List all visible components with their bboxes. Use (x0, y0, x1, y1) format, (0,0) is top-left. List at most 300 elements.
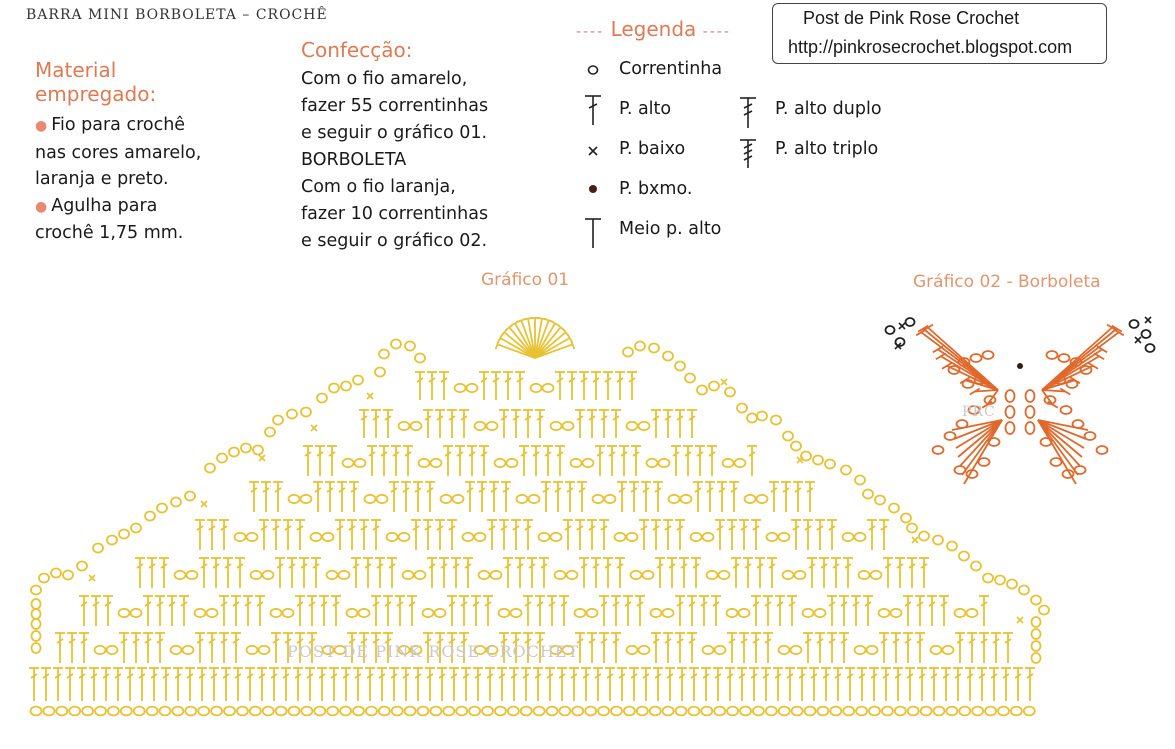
dc-stitch (185, 668, 195, 701)
dc-stitch (221, 668, 231, 701)
dc-stitch (207, 633, 217, 663)
chain-stitch (63, 571, 73, 580)
chain-stitch (551, 422, 562, 430)
dc-stitch (347, 520, 357, 550)
dc-stitch (465, 482, 475, 512)
dc-stitch (235, 558, 245, 588)
dc-stitch (257, 668, 267, 701)
chain-stitch (703, 646, 714, 654)
dc-stitch (447, 410, 457, 438)
butterfly-stitch (970, 389, 998, 395)
material-text: Fio para crochê (51, 115, 186, 135)
dc-stitch (675, 520, 685, 550)
dc-stitch (79, 596, 89, 626)
dc-stitch (113, 668, 123, 701)
chain-stitch (757, 495, 768, 503)
chain-stitch (229, 448, 239, 457)
chain-stitch (195, 609, 206, 617)
dc-stitch (451, 558, 461, 588)
chain-stitch (957, 420, 968, 428)
dc-stitch (273, 482, 283, 512)
chain-stitch (157, 504, 167, 513)
dc-stitch (255, 596, 265, 626)
chain-stitch (985, 707, 996, 716)
dc-stitch (653, 482, 663, 512)
chain-stitch (207, 609, 218, 617)
dc-stitch (101, 668, 111, 701)
chain-stitch (469, 707, 480, 716)
dc-stitch (459, 596, 469, 626)
dc-stitch (641, 668, 651, 701)
sc-stitch (311, 425, 317, 431)
chain-stitch (1051, 458, 1062, 466)
chain-stitch (555, 571, 566, 579)
chain-stitch (1061, 406, 1072, 414)
dc-stitch (599, 633, 609, 663)
dc-stitch (387, 558, 397, 588)
dc-stitch (299, 558, 309, 588)
chain-stitch (187, 571, 198, 579)
dc-stitch (595, 446, 605, 476)
chain-stitch (719, 571, 730, 579)
dc-stitch (815, 520, 825, 550)
dc-stitch (335, 520, 345, 550)
chain-stitch (955, 466, 966, 474)
dc-stitch (941, 668, 951, 701)
dc-stitch (603, 558, 613, 588)
chain-stitch (947, 542, 957, 551)
chain-stitch (160, 707, 171, 716)
dc-stitch (483, 596, 493, 626)
chain-stitch (205, 464, 215, 473)
dc-stitch (511, 520, 521, 550)
chain-stitch (521, 707, 532, 716)
chain-stitch (559, 707, 570, 716)
chain-stitch (611, 707, 622, 716)
chain-stitch (945, 432, 956, 440)
chain-stitch (534, 707, 545, 716)
dc-stitch (675, 596, 685, 626)
dc-stitch (827, 520, 837, 550)
dc-stitch (575, 520, 585, 550)
chain-stitch (1011, 707, 1022, 716)
dc-stitch (953, 668, 963, 701)
dc-stitch (489, 482, 499, 512)
dc-stitch (567, 372, 577, 400)
chain-stitch (801, 452, 811, 461)
page-title: BARRA MINI BORBOLETA – CROCHÊ (26, 7, 328, 23)
chain-stitch (891, 609, 902, 617)
dc-stitch (587, 520, 597, 550)
chain-stitch (491, 571, 502, 579)
chain-stitch (418, 707, 429, 716)
chain-stitch (567, 571, 578, 579)
dc-stitch (303, 446, 313, 476)
dc-stitch (29, 668, 39, 701)
dc-stitch (365, 668, 375, 701)
chain-stitch (39, 574, 49, 583)
chain-stitch (171, 646, 182, 654)
dc-stitch (503, 558, 513, 588)
chain-stitch (119, 609, 130, 617)
chain-stitch (998, 707, 1009, 716)
chain-stitch (379, 350, 389, 359)
dc-stitch (919, 558, 929, 588)
chain-stitch (463, 533, 474, 541)
chain-stitch (431, 459, 442, 467)
dc-stitch (781, 482, 791, 512)
dc-stitch (821, 668, 831, 701)
chain-stitch (1006, 390, 1015, 402)
chain-stitch (247, 533, 258, 541)
chain-stitch (263, 571, 274, 579)
chain-stitch (329, 384, 339, 393)
dc-stitch (711, 596, 721, 626)
chain-stitch (415, 571, 426, 579)
chain-stitch (443, 707, 454, 716)
chain-stitch (955, 609, 966, 617)
chain-stitch (675, 362, 685, 371)
chain-stitch (271, 609, 282, 617)
chain-stitch (411, 422, 422, 430)
dc-stitch (315, 446, 325, 476)
sc-stitch (259, 455, 265, 461)
dc-stitch (651, 410, 661, 438)
dc-stitch (603, 372, 613, 400)
dc-stitch (147, 558, 157, 588)
dc-stitch (687, 633, 697, 663)
chain-stitch (979, 458, 990, 466)
chain-stitch (815, 609, 826, 617)
chain-stitch (649, 344, 659, 353)
chain-stitch (419, 459, 430, 467)
butterfly-stitch (964, 420, 1002, 484)
chain-stitch (379, 707, 390, 716)
chain-stitch (455, 384, 466, 392)
chain-stitch (989, 438, 1000, 446)
chain-stitch (637, 707, 648, 716)
dc-stitch (695, 446, 705, 476)
dc-stitch (611, 410, 621, 438)
chain-stitch (1026, 422, 1035, 434)
dc-stitch (209, 668, 219, 701)
chain-stitch (701, 707, 712, 716)
dc-stitch (427, 558, 437, 588)
dc-stitch (283, 520, 293, 550)
chain-stitch (31, 586, 41, 595)
dc-stitch (737, 668, 747, 701)
dc-stitch (577, 482, 587, 512)
confeccao-line: Com o fio laranja, (301, 177, 456, 197)
chain-stitch (830, 707, 841, 716)
chart1-title: Gráfico 01 (481, 270, 570, 290)
legend-label: P. alto duplo (775, 99, 882, 119)
chain-stitch (479, 571, 490, 579)
chain-stitch (681, 495, 692, 503)
sc-stitch (1017, 617, 1023, 623)
dc-stitch (555, 372, 565, 400)
dc-stitch (895, 558, 905, 588)
chain-stitch (879, 609, 890, 617)
dc-stitch (89, 668, 99, 701)
chain-stitch (735, 459, 746, 467)
chain-stitch (714, 707, 725, 716)
dc-stitch (839, 633, 849, 663)
chain-stitch (895, 707, 906, 716)
legend-label: P. bxmo. (619, 179, 693, 199)
dc-stitch (259, 520, 269, 550)
chain-stitch (327, 571, 338, 579)
chain-stitch (651, 609, 662, 617)
chain-stitch (934, 707, 945, 716)
chain-stitch (507, 459, 518, 467)
chain-stitch (185, 492, 195, 501)
dc-stitch (791, 520, 801, 550)
dc-stitch (211, 558, 221, 588)
chain-stitch (1142, 330, 1151, 338)
dc-stitch (471, 596, 481, 626)
dc-stitch (587, 410, 597, 438)
chain-stitch (571, 459, 582, 467)
dc-stitch (763, 596, 773, 626)
dc-stitch (281, 668, 291, 701)
chain-stitch (1032, 617, 1041, 627)
dc-stitch (591, 372, 601, 400)
dc-stitch (479, 372, 489, 400)
chain-stitch (825, 460, 835, 469)
dc-stitch (965, 668, 975, 701)
dc-stitch (627, 372, 637, 400)
chain-stitch (415, 354, 425, 363)
dc-stitch (833, 668, 843, 701)
chain-stitch (1047, 351, 1058, 359)
dc-stitch (41, 668, 51, 701)
dc-stitch (359, 520, 369, 550)
dc-stitch (611, 633, 621, 663)
dc-stitch (545, 668, 555, 701)
dc-stitch (503, 372, 513, 400)
dc-stitch (689, 668, 699, 701)
chain-stitch (237, 707, 248, 716)
chain-stitch (475, 422, 486, 430)
chain-stitch (598, 707, 609, 716)
dc-stitch (519, 446, 529, 476)
chain-stitch (56, 707, 67, 716)
dc-stitch (447, 596, 457, 626)
sc-stitch (721, 379, 727, 385)
dc-stitch (579, 372, 589, 400)
dc-stitch (725, 668, 735, 701)
dc-stitch (447, 520, 457, 550)
dc-stitch (819, 558, 829, 588)
dc-stitch (727, 520, 737, 550)
chain-stitch (886, 326, 895, 334)
dc-stitch (425, 668, 435, 701)
dc-stitch (787, 596, 797, 626)
dc-stitch (461, 668, 471, 701)
dc-stitch (67, 633, 77, 663)
dc-stitch (327, 446, 337, 476)
chain-stitch (311, 533, 322, 541)
chain-stitch (377, 495, 388, 503)
dc-stitch (497, 668, 507, 701)
chain-stitch (747, 414, 757, 423)
chain-stitch (339, 571, 350, 579)
chain-stitch (627, 533, 638, 541)
chain-stitch (1073, 420, 1084, 428)
dc-stitch (473, 668, 483, 701)
chain-stitch (859, 571, 870, 579)
chain-stitch (908, 707, 919, 716)
dc-stitch (389, 668, 399, 701)
chain-stitch (211, 707, 222, 716)
dc-stitch (611, 596, 621, 626)
sc-stitch (201, 501, 207, 507)
chain-stitch (495, 459, 506, 467)
chain-stitch (889, 504, 899, 513)
dc-stitch (439, 372, 449, 400)
dc-stitch (523, 596, 533, 626)
chain-stitch (134, 707, 145, 716)
chain-stitch (972, 707, 983, 716)
chain-stitch (1039, 606, 1049, 615)
dc-stitch (523, 520, 533, 550)
dc-stitch (317, 668, 327, 701)
chain-stitch (250, 707, 261, 716)
dc-stitch (243, 596, 253, 626)
dc-stitch (679, 558, 689, 588)
chain-stitch (375, 368, 385, 377)
credit-url[interactable]: http://pinkrosecrochet.blogspot.com (788, 37, 1073, 57)
dc-stitch (543, 446, 553, 476)
chain-stitch (631, 571, 642, 579)
dc-stitch (641, 482, 651, 512)
chain-stitch (627, 422, 638, 430)
chain-stitch (543, 384, 554, 392)
chain-stitch (430, 707, 441, 716)
dc-stitch (377, 668, 387, 701)
dc-stitch (739, 520, 749, 550)
dc-stitch (727, 633, 737, 663)
dc-stitch (867, 520, 877, 550)
sc-stitch (1135, 337, 1141, 343)
dc-stitch (675, 633, 685, 663)
chain-stitch (627, 646, 638, 654)
dc-stitch (619, 446, 629, 476)
chain-stitch (983, 351, 994, 359)
chain-stitch (650, 707, 661, 716)
dc-stitch (311, 558, 321, 588)
dc-stitch (617, 668, 627, 701)
chain-stitch (391, 340, 401, 349)
sc-stitch (912, 537, 918, 543)
chain-stitch (276, 707, 287, 716)
chain-stitch (517, 495, 528, 503)
chain-stitch (259, 646, 270, 654)
dc-stitch (293, 668, 303, 701)
chain-stitch (605, 495, 616, 503)
dc-stitch (535, 410, 545, 438)
material-heading-line: Material (35, 58, 117, 82)
chain-stitch (779, 533, 790, 541)
dc-stitch (579, 558, 589, 588)
dc-stitch (915, 596, 925, 626)
dc-stitch (313, 482, 323, 512)
chain-stitch (327, 707, 338, 716)
dc-stitch (65, 668, 75, 701)
dc-stitch (751, 596, 761, 626)
dc-stitch (743, 558, 753, 588)
confeccao-heading: Confecção: (301, 38, 413, 62)
dc-stitch (803, 633, 813, 663)
dc-stitch (491, 372, 501, 400)
dc-stitch (739, 633, 749, 663)
dc-stitch (443, 446, 453, 476)
dc-stitch (371, 596, 381, 626)
chain-stitch (365, 495, 376, 503)
chain-stitch (265, 428, 275, 437)
chain-stitch (587, 609, 598, 617)
dc-stitch (531, 446, 541, 476)
chain-stitch (508, 707, 519, 716)
chain-stitch (301, 495, 312, 503)
dc-stitch (747, 446, 757, 476)
dc-stitch (401, 482, 411, 512)
chain-stitch (855, 476, 865, 485)
dc-stitch (693, 482, 703, 512)
chain-stitch (676, 707, 687, 716)
dc-stitch (767, 558, 777, 588)
chain-stitch (387, 533, 398, 541)
chain-stitch (841, 466, 851, 475)
dc-stitch (863, 596, 873, 626)
chain-stitch (971, 354, 982, 362)
dc-stitch (729, 482, 739, 512)
dc-stitch (639, 520, 649, 550)
chain-stitch (575, 609, 586, 617)
dc-stitch (587, 633, 597, 663)
chain-stitch (779, 646, 790, 654)
dc-stitch (329, 668, 339, 701)
chart2-watermark: PRC (962, 404, 996, 420)
slip-stitch (1017, 363, 1023, 369)
chain-stitch (813, 456, 823, 465)
chain-stitch (855, 533, 866, 541)
dc-stitch (857, 668, 867, 701)
chain-stitch (539, 533, 550, 541)
chain-stitch (359, 609, 370, 617)
dc-stitch (367, 446, 377, 476)
confeccao-line: e seguir o gráfico 01. (301, 123, 488, 143)
dc-stitch (565, 482, 575, 512)
sc-stitch (899, 323, 905, 329)
dc-stitch (499, 410, 509, 438)
dc-stitch (905, 668, 915, 701)
dc-stitch (663, 520, 673, 550)
chain-stitch (907, 524, 917, 533)
dc-stitch (427, 372, 437, 400)
chain-stitch (856, 707, 867, 716)
chain-stitch (740, 707, 751, 716)
dc-stitch (155, 596, 165, 626)
chain-stitch (863, 490, 873, 499)
dc-stitch (375, 558, 385, 588)
dc-stitch (539, 558, 549, 588)
dc-stitch (671, 446, 681, 476)
dc-stitch (305, 668, 315, 701)
dc-stitch (79, 633, 89, 663)
butterfly-stitch (1042, 389, 1070, 395)
